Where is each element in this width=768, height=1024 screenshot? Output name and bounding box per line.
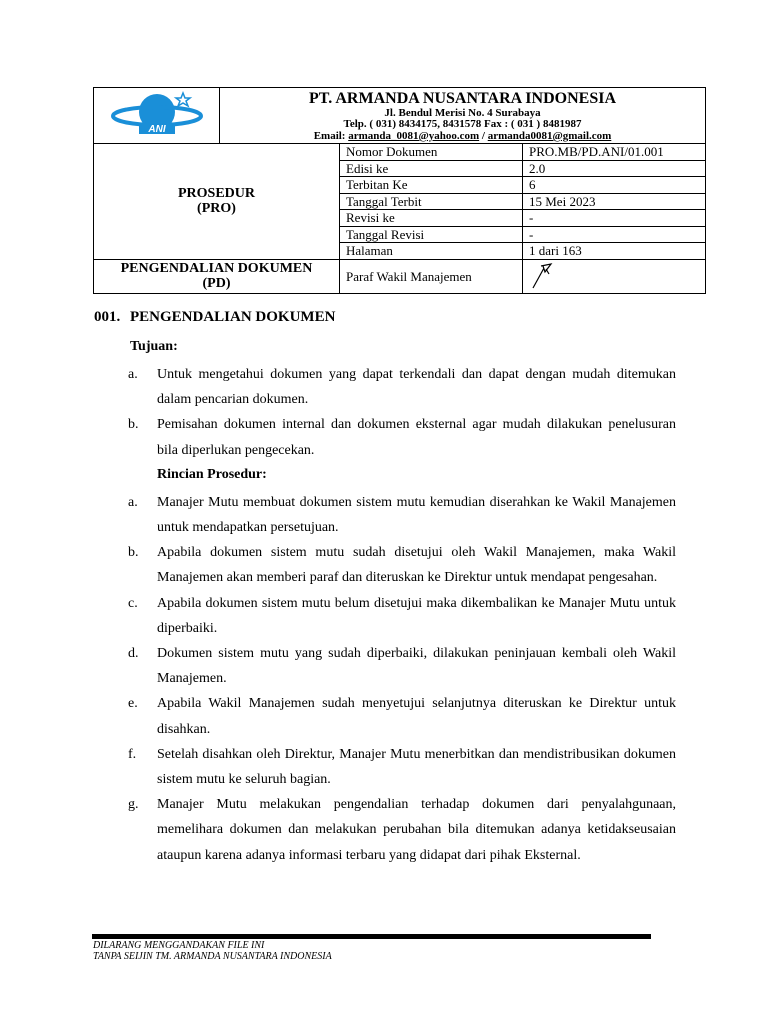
list-letter: e. — [128, 696, 138, 712]
list-letter: b. — [128, 417, 139, 433]
email-link-2[interactable]: armanda0081@gmail.com — [487, 129, 612, 142]
paraf-label: Paraf Wakil Manajemen — [340, 259, 523, 293]
meta-label: Nomor Dokumen — [340, 144, 523, 161]
company-logo — [101, 89, 213, 139]
logo-text: ANI — [147, 124, 166, 135]
list-text: Manajer Mutu membuat dokumen sistem mutu kemudian diserahkan ke Wakil Manajemen untuk mendapatkan persetujuan. — [157, 494, 676, 536]
list-item — [94, 792, 676, 868]
list-item — [94, 490, 676, 540]
list-letter: c. — [128, 595, 138, 611]
main-content — [94, 307, 676, 868]
list-letter: d. — [128, 646, 139, 662]
company-address: Jl. Bendul Merisi No. 4 Surabaya — [384, 106, 541, 119]
list-text: Untuk mengetahui dokumen yang dapat terkendali dan dapat dengan mudah ditemukan dalam pencarian dokumen. — [157, 367, 676, 408]
doc-title: PENGENDALIAN DOKUMEN — [120, 261, 313, 276]
list-text: Apabila dokumen sistem mutu sudah disetujui oleh Wakil Manajemen, maka Wakil Manajemen akan memberi paraf dan diteruskan ke Direktur untuk mendapat pengesahan. — [157, 545, 676, 586]
list-item — [94, 362, 676, 412]
company-email — [225, 131, 700, 143]
list-letter: b. — [128, 545, 139, 561]
doc-title-cell — [94, 259, 340, 293]
list-item — [94, 412, 676, 462]
meta-value: - — [523, 210, 706, 227]
list-text: Setelah disahkan oleh Direktur, Manajer Mutu menerbitkan dan mendistribusikan dokumen sistem mutu ke seluruh bagian. — [157, 746, 676, 788]
meta-label: Tanggal Revisi — [340, 226, 523, 243]
list-letter: a. — [128, 367, 138, 382]
footer — [93, 940, 332, 962]
meta-label: Terbitan Ke — [340, 177, 523, 194]
company-name: PT. ARMANDA NUSANTARA INDONESIA — [309, 89, 616, 107]
email-label: Email: — [313, 129, 346, 142]
section-number: 001. — [94, 309, 121, 325]
list-item — [94, 641, 676, 691]
meta-label: Halaman — [340, 243, 523, 260]
meta-value: PRO.MB/PD.ANI/01.001 — [523, 144, 706, 161]
document-header-table — [93, 87, 706, 294]
email-separator: / — [481, 129, 485, 142]
rincian-heading: Rincian Prosedur: — [157, 466, 267, 482]
company-logo-cell — [94, 88, 220, 144]
tujuan-heading: Tujuan: — [130, 339, 178, 354]
list-item — [94, 691, 676, 741]
meta-value: 15 Mei 2023 — [523, 193, 706, 210]
section-title: PENGENDALIAN DOKUMEN — [130, 309, 336, 325]
footer-line-2: TANPA SEIJIN TM. ARMANDA NUSANTARA INDONESIA — [93, 951, 332, 962]
meta-label: Edisi ke — [340, 160, 523, 177]
meta-value: - — [523, 226, 706, 243]
list-text: Manajer Mutu melakukan pengendalian terhadap dokumen dari penyalahgunaan, memelihara dokumen dan melakukan perubahan bila ditemukan adanya ketidakseusaian ataupun karena adanya informasi terbaru yang didapat dari pihak Eksternal. — [157, 797, 676, 863]
list-letter: f. — [128, 746, 137, 762]
doc-type-cell — [94, 144, 340, 260]
meta-label: Tanggal Terbit — [340, 193, 523, 210]
meta-value: 1 dari 163 — [523, 243, 706, 260]
doc-type: PROSEDUR — [177, 186, 255, 202]
footer-divider — [92, 934, 651, 939]
meta-value: 6 — [523, 177, 706, 194]
company-info — [220, 88, 706, 144]
list-text: Apabila Wakil Manajemen sudah menyetujui selanjutnya diteruskan ke Direktur untuk disahkan. — [157, 696, 676, 737]
list-letter: g. — [128, 797, 139, 813]
list-text: Pemisahan dokumen internal dan dokumen eksternal agar mudah dilakukan penelusuran bila diperlukan pengecekan. — [157, 417, 676, 458]
footer-line-1: DILARANG MENGGANDAKAN FILE INI — [93, 940, 265, 951]
list-item — [94, 742, 676, 792]
list-item — [94, 540, 676, 590]
meta-value: 2.0 — [523, 160, 706, 177]
meta-label: Revisi ke — [340, 210, 523, 227]
email-link-1[interactable]: armanda_0081@yahoo.com — [348, 129, 480, 142]
signature-mark — [529, 260, 559, 290]
list-text: Dokumen sistem mutu yang sudah diperbaiki, dilakukan peninjauan kembali oleh Wakil Manajemen. — [157, 646, 676, 687]
list-item — [94, 591, 676, 641]
list-text: Apabila dokumen sistem mutu belum disetujui maka dikembalikan ke Manajer Mutu untuk diperbaiki. — [157, 595, 676, 636]
doc-type-code: (PRO) — [197, 201, 236, 217]
doc-title-code: (PD) — [202, 276, 231, 291]
section-heading — [94, 307, 676, 327]
list-letter: a. — [128, 494, 138, 510]
paraf-signature-cell — [523, 259, 706, 293]
company-phone: Telp. ( 031) 8434175, 8431578 Fax : ( 031 ) 8481987 — [343, 118, 582, 131]
